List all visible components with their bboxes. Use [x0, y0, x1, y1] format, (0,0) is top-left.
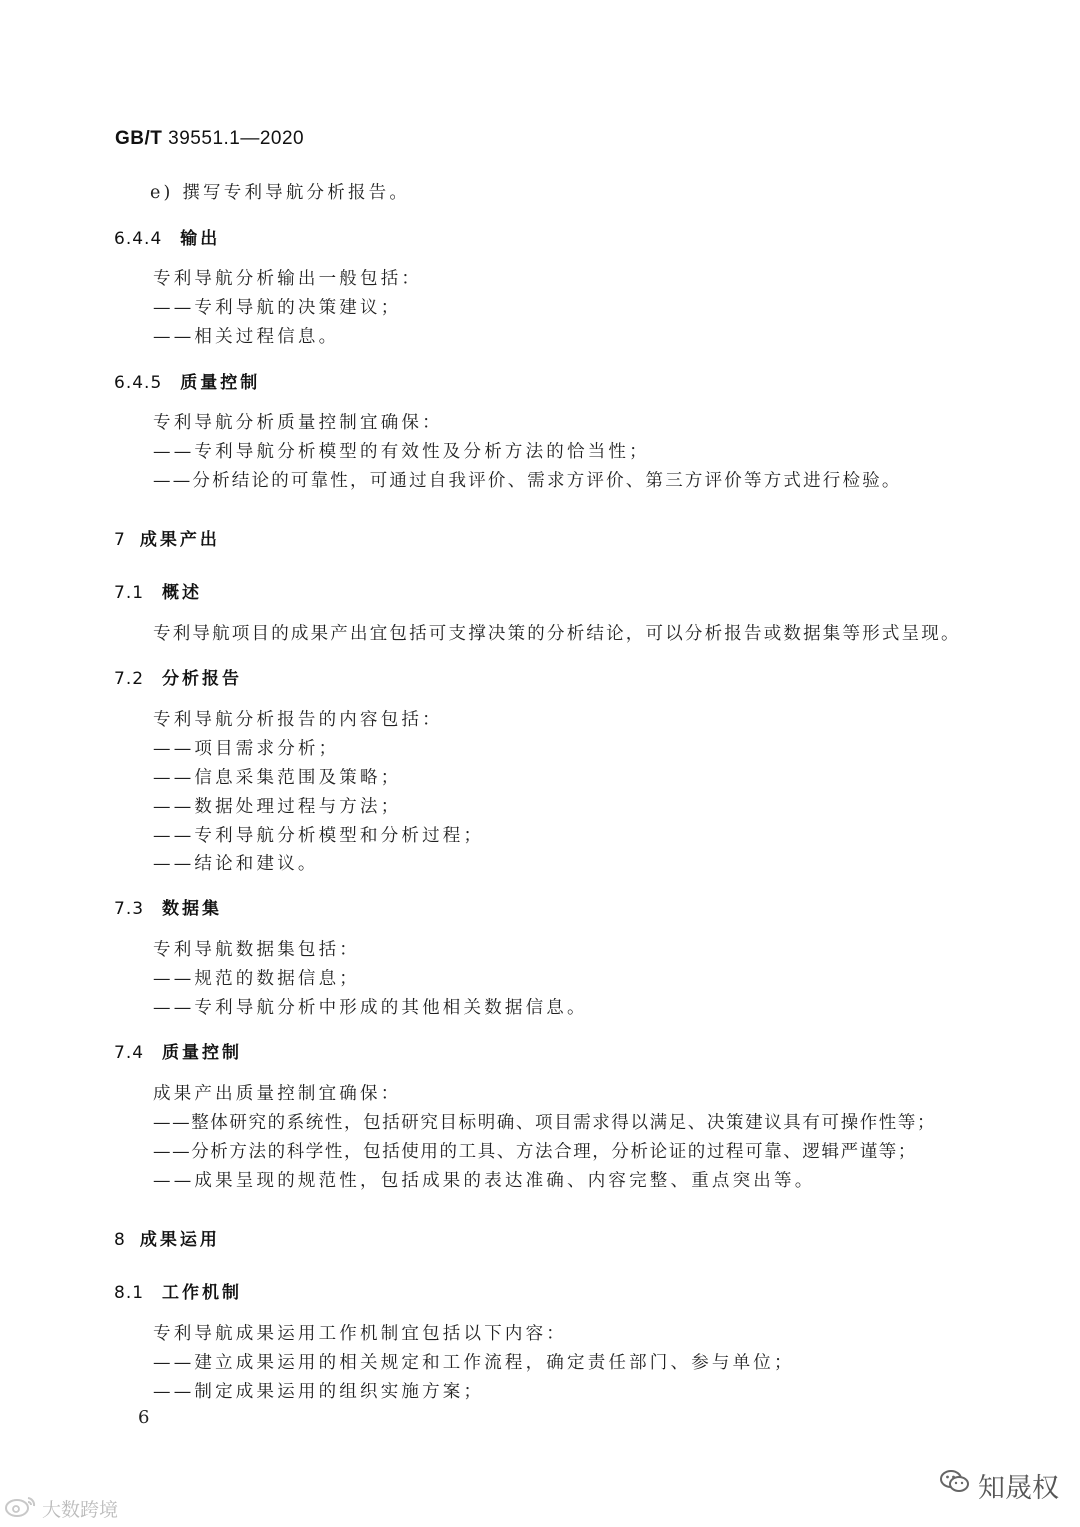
weibo-icon — [4, 1494, 38, 1523]
section-title: 概述 — [162, 583, 203, 603]
standard-header — [115, 128, 304, 150]
chapter-heading-8 — [114, 1225, 220, 1250]
section-heading-7-2 — [114, 664, 242, 689]
list-item: ——专利导航分析中形成的其他相关数据信息。 — [153, 998, 588, 1018]
paragraph: 专利导航数据集包括： — [153, 940, 360, 960]
section-heading-6-4-4 — [114, 224, 220, 249]
standard-prefix: GB/T — [115, 128, 163, 149]
paragraph: 专利导航分析输出一般包括： — [153, 269, 423, 289]
watermark-right-text: 知晟权 — [978, 1473, 1059, 1504]
section-number: 7.2 — [114, 669, 145, 689]
list-item: ——建立成果运用的相关规定和工作流程，确定责任部门、参与单位； — [153, 1353, 795, 1373]
list-item-e: e) 撰写专利导航分析报告。 — [150, 183, 411, 203]
paragraph: 专利导航项目的成果产出宜包括可支撑决策的分析结论，可以分析报告或数据集等形式呈现。 — [153, 624, 961, 644]
paragraph: 专利导航分析质量控制宜确保： — [153, 413, 443, 433]
chapter-title: 成果产出 — [139, 530, 220, 550]
wechat-icon — [940, 1469, 970, 1502]
list-item: ——规范的数据信息； — [153, 969, 360, 989]
paragraph: 专利导航分析报告的内容包括： — [153, 710, 443, 730]
list-item: ——整体研究的系统性，包括研究目标明确、项目需求得以满足、决策建议具有可操作性等； — [153, 1113, 937, 1133]
chapter-number: 7 — [114, 530, 126, 550]
watermark-left — [4, 1494, 118, 1523]
list-item: ——制定成果运用的组织实施方案； — [153, 1382, 485, 1402]
watermark-left-text: 大数跨境 — [42, 1499, 119, 1521]
section-title: 工作机制 — [162, 1283, 243, 1303]
section-title: 质量控制 — [162, 1043, 243, 1063]
section-number: 7.4 — [114, 1043, 145, 1063]
list-item: ——专利导航分析模型和分析过程； — [153, 826, 485, 846]
section-number: 7.3 — [114, 899, 145, 919]
section-title: 输出 — [180, 229, 221, 249]
paragraph: 专利导航成果运用工作机制宜包括以下内容： — [153, 1324, 567, 1344]
section-heading-7-4 — [114, 1038, 242, 1063]
paragraph: 成果产出质量控制宜确保： — [153, 1084, 402, 1104]
section-number: 6.4.4 — [114, 229, 163, 249]
list-item: ——分析方法的科学性，包括使用的工具、方法合理，分析论证的过程可靠、逻辑严谨等； — [153, 1142, 917, 1162]
chapter-number: 8 — [114, 1230, 126, 1250]
list-item: ——项目需求分析； — [153, 739, 340, 759]
list-item: ——专利导航分析模型的有效性及分析方法的恰当性； — [153, 442, 650, 462]
list-item: ——分析结论的可靠性，可通过自我评价、需求方评价、第三方评价等方式进行检验。 — [153, 471, 902, 491]
list-item: ——成果呈现的规范性，包括成果的表达准确、内容完整、重点突出等。 — [153, 1171, 816, 1191]
list-item: ——相关过程信息。 — [153, 327, 340, 347]
section-heading-8-1 — [114, 1278, 242, 1303]
section-number: 8.1 — [114, 1283, 145, 1303]
section-number: 6.4.5 — [114, 373, 163, 393]
page-number: 6 — [138, 1407, 150, 1428]
standard-number: 39551.1—2020 — [168, 128, 305, 149]
section-title: 数据集 — [162, 899, 223, 919]
section-title: 质量控制 — [180, 373, 261, 393]
list-item: ——结论和建议。 — [153, 854, 319, 874]
section-number: 7.1 — [114, 583, 145, 603]
chapter-title: 成果运用 — [139, 1230, 220, 1250]
section-heading-7-3 — [114, 894, 222, 919]
watermark-right — [940, 1466, 1059, 1505]
list-item: ——信息采集范围及策略； — [153, 768, 402, 788]
section-heading-6-4-5 — [114, 368, 260, 393]
list-item: ——数据处理过程与方法； — [153, 797, 402, 817]
chapter-heading-7 — [114, 525, 220, 550]
section-title: 分析报告 — [162, 669, 243, 689]
section-heading-7-1 — [114, 578, 202, 603]
list-item: ——专利导航的决策建议； — [153, 298, 402, 318]
